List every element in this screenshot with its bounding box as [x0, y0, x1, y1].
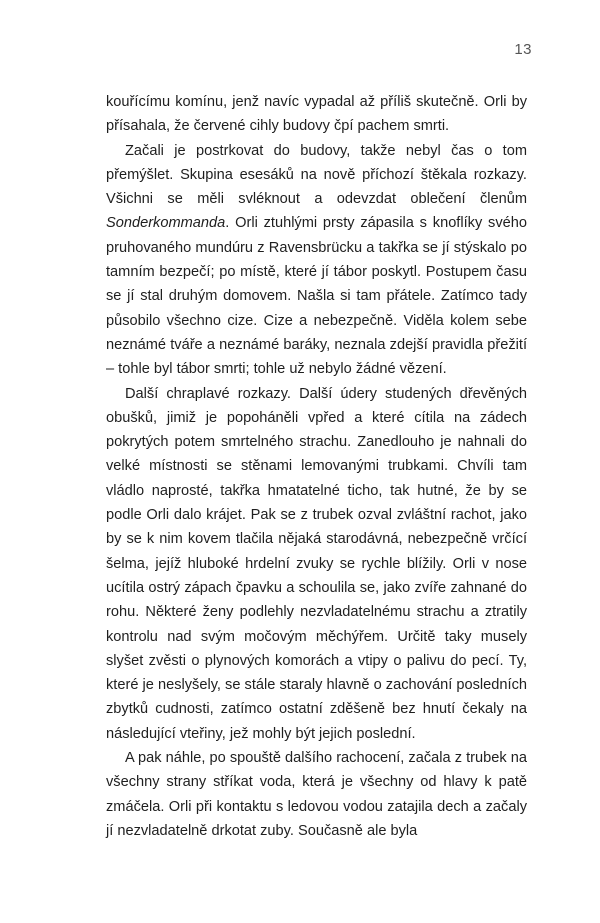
paragraph-4 — [106, 746, 527, 843]
paragraph-2-italic-term: Sonderkommanda — [106, 215, 226, 232]
paragraph-1 — [106, 90, 527, 139]
paragraph-2-text-end: . Orli ztuhlými prsty zápasila s knoflíky svého pruhovaného mundúru z Ravensbrücku a takřka se jí stýskalo po tamním bezpečí; po místě, které jí tábor poskytl. Postupem času se jí stal druhým domovem. Našla si tam přátele. Zatímco tady působilo všechno cize. Cize a nebezpečně. Viděla kolem sebe neznámé tváře a neznámé baráky, neznala zdejší pravidla přežití – tohle byl tábor smrti; tohle už nebylo žádné vězení. — [106, 215, 527, 378]
paragraph-3-text: Další chraplavé rozkazy. Další údery studených dřevěných obušků, jimiž je popoháněli vpřed a které cítila na zádech pokrytých potem smrtelného strachu. Zanedlouho je nahnali do velké místnosti se stěnami lemovanými trubkami. Chvíli tam vládlo naprosté, takřka hmatatelné ticho, tak hutné, že by se podle Orli dalo krájet. Pak se z trubek ozval zvláštní rachot, jako by se k nim kovem tlačila nějaká starodávná, nebezpečně vrčící šelma, jejíž hluboké hrdelní zvuky se rychle blížily. Orli v nose ucítila ostrý zápach čpavku a schoulila se, jako zvíře zahnané do rohu. Některé ženy podlehly nezvladatelnému strachu a ztratily kontrolu nad svým močovým měchýřem. Určitě taky musely slyšet zvěsti o plynových komorách a vtipy o palivu do pecí. Ty, které je neslyšely, se stále staraly hlavně o zachování posledních zbytků cudnosti, zatímco ostatní zděšeně bez hnutí čekaly na následující vteřiny, jež mohly být jejich poslední. — [106, 385, 527, 742]
paragraph-4-text: A pak náhle, po spouště dalšího rachocení, začala z trubek na všechny strany stříkat voda, která je všechny od hlavy k patě zmáčela. Orli při kontaktu s ledovou vodou zatajila dech a začaly jí nezvladatelně drkotat zuby. Současně ale byla — [106, 750, 527, 839]
paragraph-1-text: kouřícímu komínu, jenž navíc vypadal až příliš skutečně. Orli by přísahala, že červené cihly budovy čpí pachem smrti. — [106, 94, 527, 135]
paragraph-2-text-start: Začali je postrkovat do budovy, takže nebyl čas o tom přemýšlet. Skupina esesáků na nově příchozí štěkala rozkazy. Všichni se měli svléknout a odevzdat oblečení členům — [106, 142, 527, 208]
page-number: 13 — [514, 41, 532, 58]
paragraph-3 — [106, 382, 527, 746]
paragraph-2 — [106, 139, 527, 382]
body-text — [106, 90, 527, 843]
